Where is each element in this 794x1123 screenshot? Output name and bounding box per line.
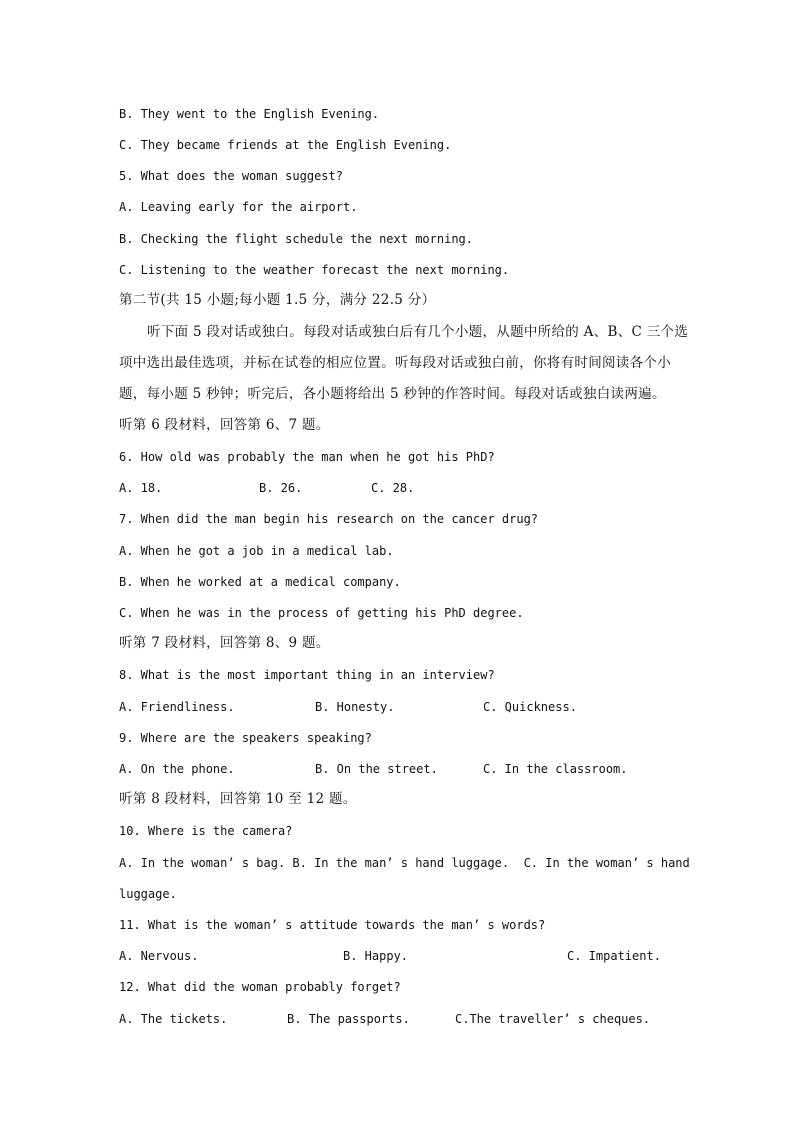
- q9-option-c: C. In the classroom.: [483, 762, 628, 776]
- q4-option-c: C. They became friends at the English Evening.: [119, 138, 452, 152]
- q5-option-c: C. Listening to the weather forecast the next morning.: [119, 263, 510, 277]
- q11-option-c: C. Impatient.: [567, 949, 661, 963]
- q11-option-b: B. Happy.: [343, 949, 409, 963]
- passage-7-heading: 听第 7 段材料，回答第 8、9 题。: [119, 635, 330, 651]
- q8-option-c: C. Quickness.: [483, 700, 577, 714]
- instructions-line-3: 题，每小题 5 秒钟；听完后，各小题将给出 5 秒钟的作答时间。每段对话或独白读两遍。: [119, 386, 666, 402]
- instructions-line-2: 项中选出最佳选项，并标在试卷的相应位置。听每段对话或独白前，你将有时间阅读各个小: [119, 355, 671, 371]
- q7-option-c: C. When he was in the process of getting his PhD degree.: [119, 606, 524, 620]
- q9-question: 9. Where are the speakers speaking?: [119, 731, 372, 745]
- q12-option-c: C.The traveller’ s cheques.: [455, 1012, 651, 1026]
- q5-option-a: A. Leaving early for the airport.: [119, 200, 358, 214]
- q12-option-a: A. The tickets.: [119, 1012, 228, 1026]
- q7-option-b: B. When he worked at a medical company.: [119, 575, 401, 589]
- q8-option-b: B. Honesty.: [315, 700, 395, 714]
- q8-question: 8. What is the most important thing in an interview?: [119, 668, 495, 682]
- q10-question: 10. Where is the camera?: [119, 824, 293, 838]
- q12-option-b: B. The passports.: [287, 1012, 410, 1026]
- q6-option-c: C. 28.: [371, 481, 415, 495]
- q12-question: 12. What did the woman probably forget?: [119, 980, 401, 994]
- q10-options-continued: luggage.: [119, 887, 177, 901]
- section-heading: 第二节(共 15 小题;每小题 1.5 分，满分 22.5 分）: [119, 292, 436, 308]
- q11-question: 11. What is the woman’ s attitude towards the man’ s words?: [119, 918, 546, 932]
- q6-option-a: A. 18.: [119, 481, 163, 495]
- q7-option-a: A. When he got a job in a medical lab.: [119, 544, 394, 558]
- passage-8-heading: 听第 8 段材料，回答第 10 至 12 题。: [119, 791, 357, 807]
- q5-option-b: B. Checking the flight schedule the next morning.: [119, 232, 474, 246]
- q4-option-b: B. They went to the English Evening.: [119, 107, 380, 121]
- q5-question: 5. What does the woman suggest?: [119, 169, 343, 183]
- q11-option-a: A. Nervous.: [119, 949, 199, 963]
- q9-option-b: B. On the street.: [315, 762, 438, 776]
- instructions-line-1: 听下面 5 段对话或独白。每段对话或独白后有几个小题，从题中所给的 A、B、C 三个选: [147, 324, 689, 340]
- q10-options: A. In the woman’ s bag. B. In the man’ s hand luggage. C. In the woman’ s hand: [119, 856, 690, 870]
- q8-option-a: A. Friendliness.: [119, 700, 235, 714]
- q9-option-a: A. On the phone.: [119, 762, 235, 776]
- q7-question: 7. When did the man begin his research on the cancer drug?: [119, 512, 539, 526]
- q6-question: 6. How old was probably the man when he got his PhD?: [119, 450, 495, 464]
- passage-6-heading: 听第 6 段材料，回答第 6、7 题。: [119, 417, 330, 433]
- q6-option-b: B. 26.: [259, 481, 303, 495]
